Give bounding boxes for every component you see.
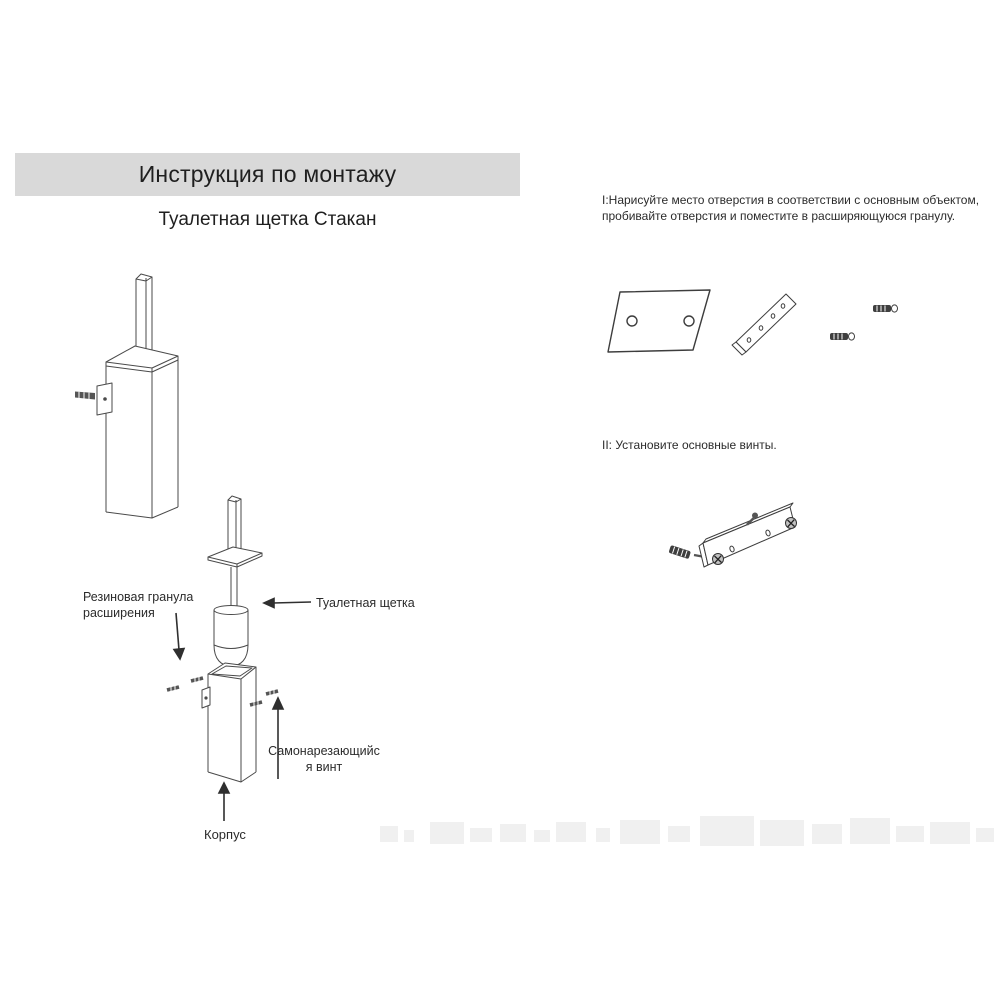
step2-line: II: Установите основные винты. [602, 438, 777, 452]
page-title: Инструкция по монтажу [138, 161, 397, 187]
brush-head-drawing [214, 606, 248, 667]
faint-print-artifact [380, 816, 994, 846]
wall-anchor-icon [830, 333, 855, 340]
product-title: Туалетная щетка Стакан [158, 209, 377, 230]
exploded-view-drawing [167, 496, 278, 782]
wall-plate-drawing [608, 290, 710, 352]
callout-line: я винт [305, 759, 343, 774]
callout-line: расширения [83, 605, 155, 620]
step1-parts-drawing [608, 290, 898, 355]
screw-head-icon [786, 518, 797, 529]
screw-head-icon [713, 554, 724, 565]
screw-head-icon [103, 397, 107, 401]
wall-anchor-icon [75, 392, 95, 400]
toilet-brush-arrow [264, 599, 311, 608]
wall-anchor-icon [873, 305, 898, 312]
mounting-bracket-drawing [732, 294, 796, 355]
body-arrow [219, 783, 229, 821]
callout-toilet-brush: Туалетная щетка [316, 596, 415, 610]
callout-arrows [174, 599, 311, 822]
assembled-holder-drawing [75, 274, 178, 518]
self-tapping-screw-icon [167, 678, 278, 705]
callout-self-tapping-screw [262, 744, 386, 775]
step1-line: пробивайте отверстия и поместите в расширяющуюся гранулу. [602, 209, 956, 223]
callout-body: Корпус [204, 827, 246, 842]
holder-body-drawing [208, 663, 256, 782]
step1-line: I:Нарисуйте место отверстия в соответствии с основным объектом, [602, 193, 980, 207]
callout-rubber-granule [83, 590, 193, 621]
callout-line: Самонарезающийс [268, 744, 380, 758]
step1-instruction [602, 192, 979, 224]
step2-instruction [602, 437, 777, 453]
step2-assembly-drawing [669, 503, 797, 567]
callout-line: Резиновая гранула [83, 590, 194, 604]
wall-anchor-icon [669, 545, 691, 559]
